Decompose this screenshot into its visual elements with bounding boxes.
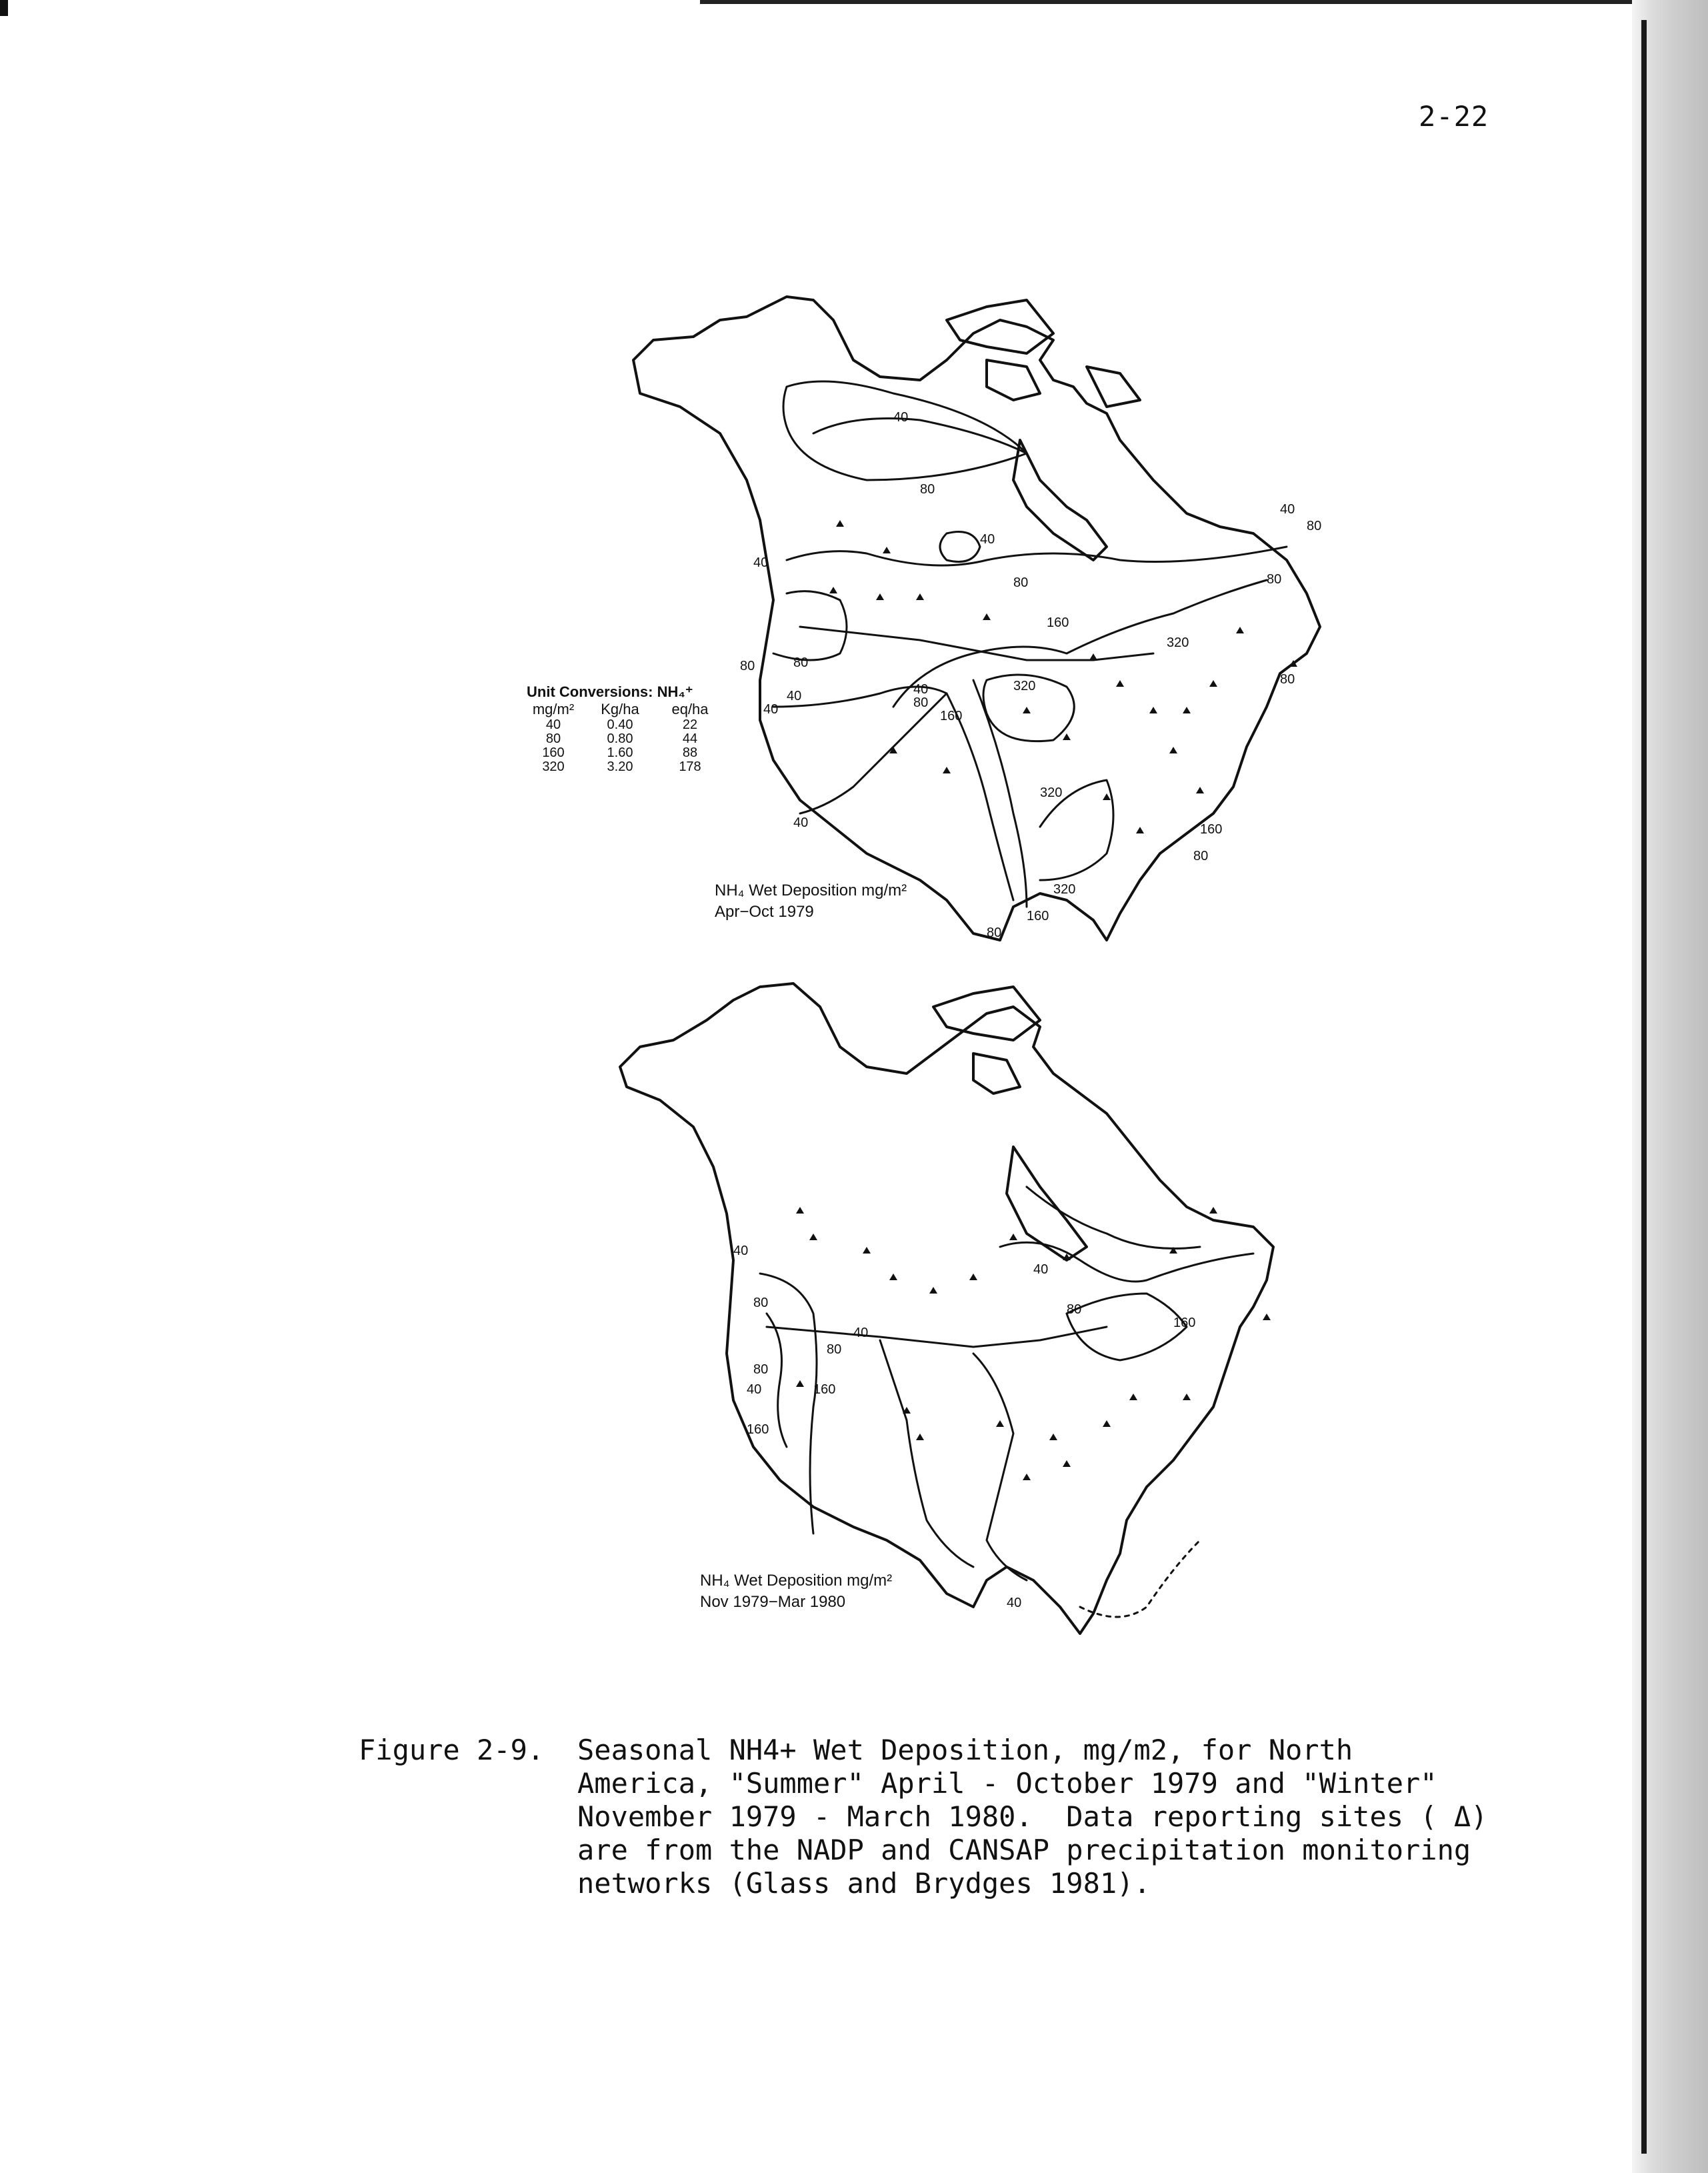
unit-conversion-row: 40 0.40 22: [545, 717, 698, 732]
figure-caption-text: [577, 1734, 1617, 1900]
site-marker: [1169, 747, 1177, 753]
contour-label: 40: [1280, 502, 1295, 517]
site-marker: [1183, 707, 1191, 713]
unit-conversion-table: [527, 683, 720, 774]
contour-label: 160: [940, 709, 963, 723]
contour-label: 80: [753, 1362, 769, 1377]
contour-label: 80: [920, 482, 935, 497]
site-marker: [969, 1274, 977, 1280]
contour-label: 160: [813, 1382, 836, 1397]
site-marker: [1023, 1474, 1031, 1480]
winter-contour-ne: [1027, 1187, 1200, 1249]
site-marker: [1103, 793, 1111, 800]
contour-label: 80: [793, 655, 809, 670]
page-number: 2-22: [1419, 100, 1489, 133]
unit-conversion-row: 80 0.80 44: [545, 731, 698, 746]
site-marker: [1089, 653, 1097, 660]
winter-map-drawing: [600, 967, 1333, 1647]
site-marker: [796, 1380, 804, 1387]
page-binding-line: [1641, 20, 1647, 2154]
winter-map-caption: [700, 1570, 892, 1613]
site-marker: [1116, 680, 1124, 687]
summer-coastline: [633, 297, 1320, 940]
site-marker: [883, 547, 891, 553]
summer-contour-80-west: [773, 591, 847, 660]
contour-label: 40: [980, 532, 995, 547]
figure-label: Figure 2-9.: [359, 1734, 545, 1766]
site-marker: [1009, 1234, 1017, 1240]
site-marker: [916, 1434, 924, 1440]
contour-label: 160: [1173, 1316, 1196, 1330]
caption-line: America, "Summer" April - October 1979 and "Winter": [577, 1767, 1437, 1800]
contour-label: 40: [793, 815, 809, 830]
contour-label: 40: [1007, 1596, 1022, 1610]
site-marker: [1063, 1460, 1071, 1467]
summer-map-drawing: [520, 280, 1347, 947]
unit-conversion-title: Unit Conversions: NH₄⁺: [527, 683, 693, 700]
contour-label: 320: [1167, 635, 1189, 650]
contour-label: 80: [1267, 572, 1282, 587]
winter-deposition-map: [600, 967, 1333, 1647]
contour-label: 40: [853, 1326, 869, 1340]
winter-contour-80-central: [973, 1354, 1027, 1580]
contour-label: 40: [733, 1244, 749, 1258]
unit-conversion-row: 160 1.60 88: [542, 745, 698, 760]
site-marker: [1263, 1314, 1271, 1320]
contour-label: 40: [763, 702, 779, 717]
site-marker: [796, 1207, 804, 1214]
site-marker: [1129, 1394, 1137, 1400]
contour-label: 160: [1027, 909, 1049, 923]
contour-label: 80: [913, 695, 929, 710]
site-marker: [829, 587, 837, 593]
site-marker: [1149, 707, 1157, 713]
summer-contour-80-mid: [787, 547, 1287, 565]
contour-label: 160: [1047, 615, 1069, 630]
contour-label: 80: [827, 1342, 842, 1357]
site-marker: [809, 1234, 817, 1240]
contour-label: 80: [1067, 1302, 1082, 1317]
unit-conversion-row: 320 3.20 178: [542, 759, 701, 774]
summer-contour-160: [893, 580, 1267, 707]
winter-coastline: [620, 983, 1273, 1634]
site-marker: [1236, 627, 1244, 633]
contour-label: 80: [1307, 519, 1322, 533]
caption-line: are from the NADP and CANSAP precipitation monitoring: [577, 1834, 1471, 1866]
summer-deposition-map: [520, 280, 1347, 947]
caption-line: Seasonal NH4+ Wet Deposition, mg/m2, for North: [577, 1734, 1353, 1766]
contour-label: 80: [1280, 672, 1295, 687]
contour-label: 40: [913, 682, 929, 697]
summer-caption-title: NH₄ Wet Deposition mg/m²: [715, 881, 907, 899]
contour-label: 160: [1200, 822, 1223, 837]
site-marker: [983, 613, 991, 620]
site-marker: [863, 1247, 871, 1254]
contour-label: 40: [787, 689, 802, 703]
contour-label: 320: [1040, 785, 1063, 800]
winter-contour-80-west: [767, 1314, 787, 1447]
site-marker: [916, 593, 924, 600]
contour-label: 80: [753, 1296, 769, 1310]
site-marker: [1136, 827, 1144, 833]
contour-label: 160: [747, 1422, 769, 1437]
summer-data-sites: [829, 520, 1297, 833]
site-marker: [1103, 1420, 1111, 1427]
page-top-edge: [700, 0, 1647, 4]
contour-label: 80: [1013, 575, 1029, 590]
summer-border: [800, 627, 1153, 660]
site-marker: [1023, 707, 1031, 713]
contour-label: 40: [747, 1382, 762, 1397]
summer-contour-160-central: [973, 680, 1027, 907]
summer-contour-40-ring: [940, 532, 980, 562]
contour-label: 320: [1013, 679, 1036, 693]
site-marker: [1063, 733, 1071, 740]
unit-conversion-species: NH₄⁺: [657, 683, 693, 700]
contour-label: 320: [1053, 882, 1076, 897]
site-marker: [943, 767, 951, 773]
site-marker: [876, 593, 884, 600]
winter-contour-40-west: [760, 1274, 817, 1534]
site-marker: [1209, 680, 1217, 687]
site-marker: [1049, 1434, 1057, 1440]
summer-caption-period: Apr−Oct 1979: [715, 903, 814, 921]
summer-hudson-bay: [1013, 440, 1107, 560]
caption-line: networks (Glass and Brydges 1981).: [577, 1867, 1151, 1900]
site-marker: [996, 1420, 1004, 1427]
contour-label: 80: [1193, 849, 1209, 863]
site-marker: [1183, 1394, 1191, 1400]
site-marker: [1209, 1207, 1217, 1214]
contour-label: 40: [753, 555, 769, 570]
summer-contour-80-north: [813, 419, 1027, 454]
site-marker: [889, 1274, 897, 1280]
winter-caption-title: NH₄ Wet Deposition mg/m²: [700, 1572, 893, 1590]
winter-contour-40-central: [880, 1340, 973, 1567]
winter-contour-160-ring: [1067, 1294, 1187, 1360]
contour-label: 80: [740, 659, 755, 673]
summer-contour-80-central: [947, 693, 1013, 900]
contour-label: 40: [1033, 1262, 1049, 1277]
contour-label: 80: [987, 925, 1002, 940]
site-marker: [836, 520, 844, 527]
contour-label: 40: [893, 410, 909, 425]
site-marker: [929, 1287, 937, 1294]
site-marker: [1196, 787, 1204, 793]
scan-corner-mark: [0, 0, 8, 16]
winter-caption-period: Nov 1979−Mar 1980: [700, 1593, 846, 1611]
caption-line: November 1979 - March 1980. Data reporting sites ( Δ): [577, 1800, 1488, 1833]
unit-conversion-header: mg/m² Kg/ha eq/ha: [532, 701, 709, 717]
winter-border: [767, 1327, 1107, 1347]
summer-map-caption: [715, 880, 907, 923]
